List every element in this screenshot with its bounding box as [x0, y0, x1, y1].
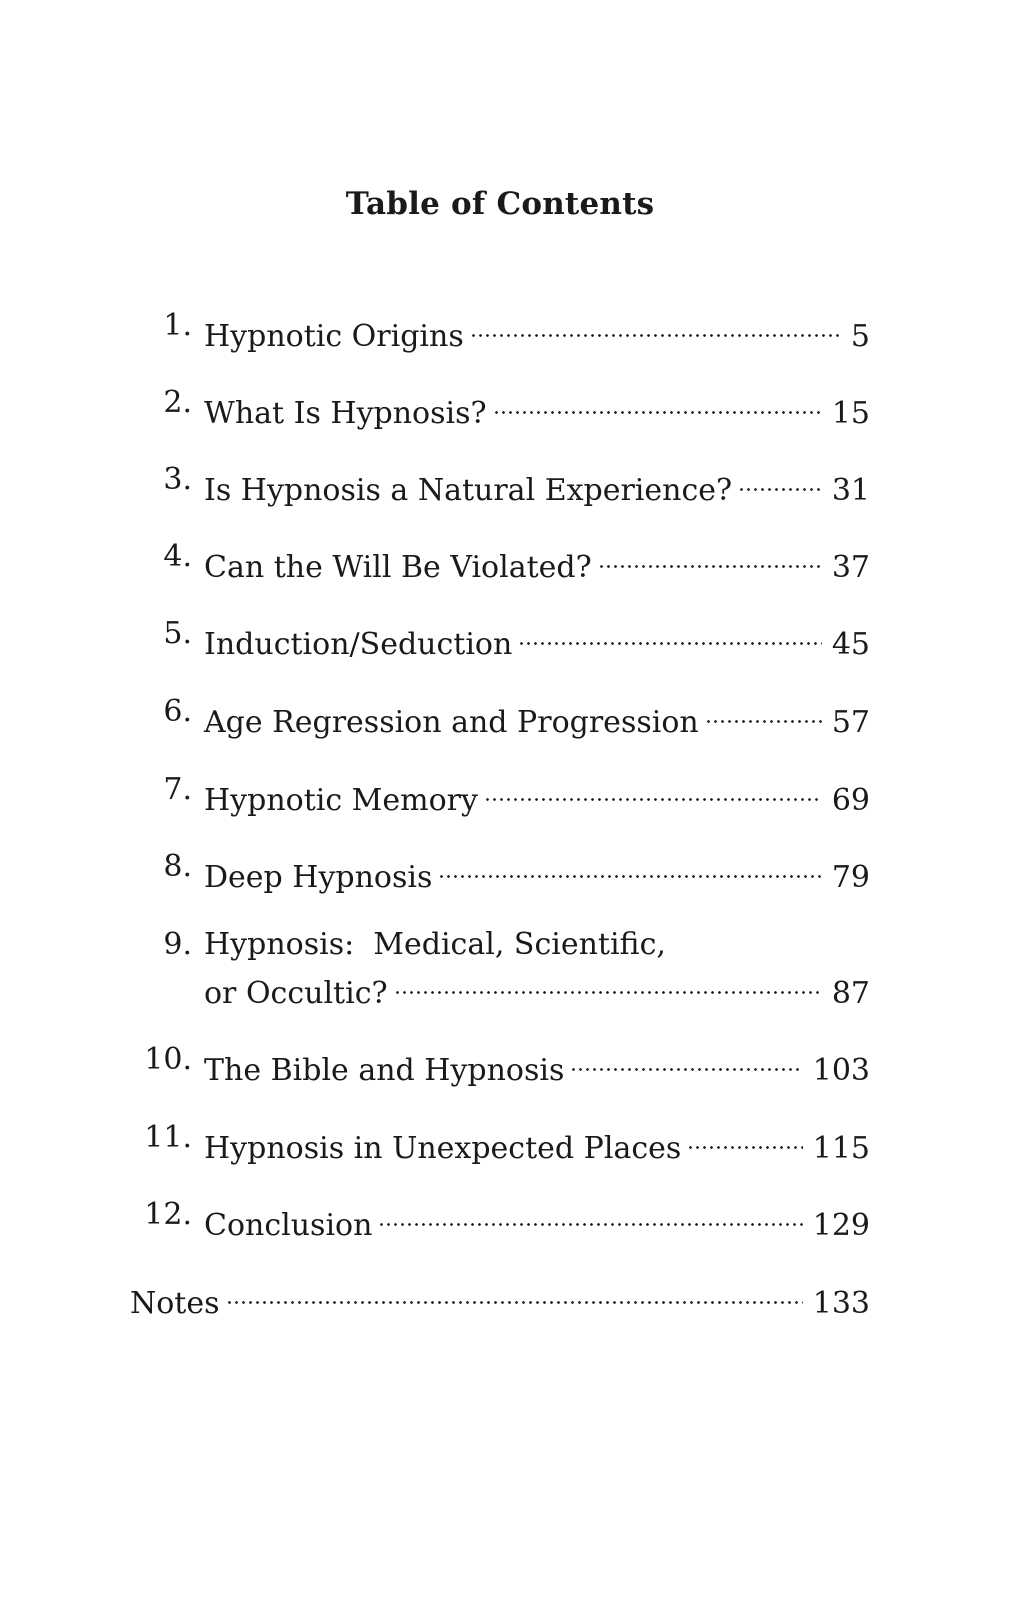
chapter-title: Induction/Seduction: [204, 627, 513, 662]
chapter-title: Can the Will Be Violated?: [204, 550, 592, 585]
chapter-number: 3.: [163, 462, 192, 497]
page-number: 45: [831, 627, 870, 662]
page-number: 129: [812, 1208, 870, 1243]
page-number: 5: [850, 319, 870, 354]
chapter-number: 6.: [163, 694, 192, 729]
chapter-title: Hypnotic Origins: [204, 319, 464, 354]
chapter-title: Hypnosis: Medical, Scientific,: [204, 927, 666, 962]
page-number: 103: [812, 1053, 870, 1088]
chapter-number: 4.: [163, 539, 192, 574]
dot-leader: [470, 306, 841, 346]
page-number: 15: [831, 396, 870, 431]
chapter-number: 2.: [163, 385, 192, 420]
dot-leader: [687, 1118, 802, 1158]
chapter-number: 11.: [144, 1120, 192, 1155]
chapter-title: Age Regression and Progression: [204, 705, 699, 740]
chapter-title-continued: or Occultic?: [204, 976, 388, 1011]
page-number: 133: [812, 1286, 870, 1321]
chapter-title: Conclusion: [204, 1208, 373, 1243]
chapter-number: 7.: [163, 772, 192, 807]
page-number: 115: [812, 1131, 870, 1166]
chapter-title: Hypnotic Memory: [204, 783, 478, 818]
dot-leader: [493, 383, 822, 423]
notes-title: Notes: [130, 1286, 220, 1321]
chapter-number: 10.: [144, 1042, 192, 1077]
dot-leader: [378, 1195, 802, 1235]
chapter-number: 9.: [163, 927, 192, 962]
dot-leader: [438, 847, 821, 887]
dot-leader: [394, 963, 822, 1003]
chapter-number: 1.: [163, 308, 192, 343]
chapter-title: Deep Hypnosis: [204, 860, 433, 895]
page-number: 87: [831, 976, 870, 1011]
dot-leader: [518, 614, 822, 654]
dot-leader: [484, 770, 822, 810]
chapter-number: 12.: [144, 1197, 192, 1232]
chapter-title: Is Hypnosis a Natural Experience?: [204, 473, 733, 508]
chapter-number: 8.: [163, 849, 192, 884]
dot-leader: [738, 460, 822, 500]
page-number: 31: [831, 473, 870, 508]
chapter-title: Hypnosis in Unexpected Places: [204, 1131, 682, 1166]
dot-leader: [226, 1273, 803, 1313]
chapter-title: What Is Hypnosis?: [204, 396, 487, 431]
chapter-title: The Bible and Hypnosis: [204, 1053, 565, 1088]
page-number: 69: [831, 783, 870, 818]
page-title: Table of Contents: [345, 186, 655, 222]
page-number: 57: [831, 705, 870, 740]
dot-leader: [705, 692, 822, 732]
chapter-number: 5.: [163, 616, 192, 651]
dot-leader: [570, 1040, 802, 1080]
dot-leader: [598, 537, 822, 577]
page-number: 37: [831, 550, 870, 585]
page-number: 79: [831, 860, 870, 895]
